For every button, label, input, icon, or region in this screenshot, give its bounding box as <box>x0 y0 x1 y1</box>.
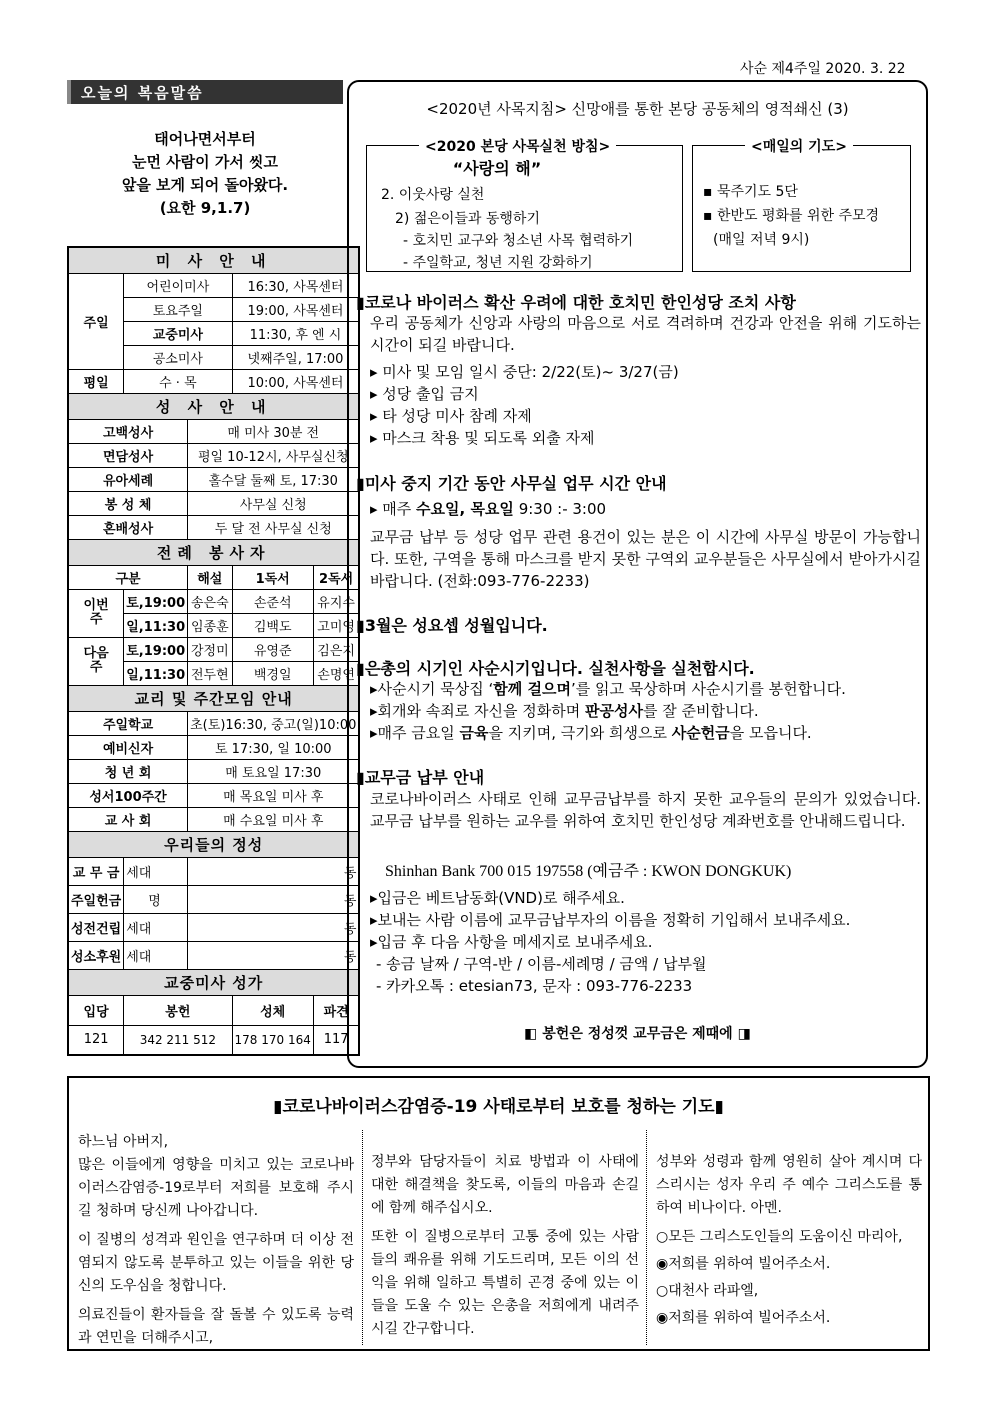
gospel-line: 앞을 보게 되어 돌아왔다. <box>121 176 289 194</box>
offering-unit: 세대 <box>124 857 188 885</box>
weekday-days: 수 · 목 <box>124 369 232 393</box>
prayer-paragraph: 하느님 아버지, <box>78 1134 169 1150</box>
mass-name: 공소미사 <box>124 345 232 369</box>
office-hours-item <box>370 498 606 520</box>
covid-measures-body: 우리 공동체가 신앙과 사랑의 마음으로 서로 격려하며 건강과 안전을 위해 기도하는 시간이 되길 바랍니다. <box>370 314 921 354</box>
gospel-verse <box>67 128 343 220</box>
offering-name: 성소후원 <box>68 941 124 969</box>
hymn-number: 342 211 512 <box>124 1025 232 1055</box>
server-name: 유영준 <box>232 637 313 661</box>
lent-text: 을 지키며, 극기와 희생으로 <box>488 724 672 742</box>
covid-measure-item: ▸ 미사 및 모임 일시 중단: 2/22(토)~ 3/27(금) <box>370 363 679 381</box>
education-info: 매 목요일 미사 후 <box>188 783 360 807</box>
daily-line: ▪ 한반도 평화를 위한 주모경 <box>703 208 880 224</box>
hymn-number: 178 170 164 <box>232 1025 313 1055</box>
server-name: 강정미 <box>188 637 232 661</box>
this-week-label: 이번주 <box>68 589 124 637</box>
sunday-label: 주일 <box>68 273 124 369</box>
mass-time: 19:00, 사목센터 <box>232 297 359 321</box>
lent-item <box>370 722 812 744</box>
weekday-time: 10:00, 사목센터 <box>232 369 359 393</box>
server-name: 임종훈 <box>188 613 232 637</box>
tithe-heading: ▮교무금 납부 안내 <box>356 768 485 787</box>
server-time: 토,19:00 <box>124 637 188 661</box>
office-hours-prefix: ▸ 매주 <box>370 500 417 518</box>
server-name: 송은숙 <box>188 589 232 613</box>
offering-currency: 동 <box>188 885 360 913</box>
hymn-header: 성체 <box>232 995 313 1025</box>
footer-slogan: ◧ 봉헌은 정성껏 교무금은 제때에 ◨ <box>524 1026 751 1042</box>
sacrament-name: 혼배성사 <box>68 515 188 539</box>
covid-measure-item: ▸ 타 성당 미사 참례 자제 <box>370 407 532 425</box>
server-time: 일,11:30 <box>124 661 188 685</box>
education-name: 청 년 회 <box>68 759 188 783</box>
tithe-detail: - 송금 날짜 / 구역-반 / 이름-세례명 / 금액 / 납부월 <box>376 955 707 973</box>
server-name: 손준석 <box>232 589 313 613</box>
tithe-title: 교무금 납부 안내 <box>364 768 485 787</box>
hymns-section-title: 교중미사 성가 <box>68 969 359 995</box>
education-section-title: 교리 및 주간모임 안내 <box>68 685 359 711</box>
server-name: 전두현 <box>188 661 232 685</box>
column-divider <box>646 1130 647 1345</box>
covid-measures-heading: ▮코로나 바이러스 확산 우려에 대한 호치민 한인성당 조치 사항 <box>356 293 796 312</box>
offering-currency: 동 <box>188 941 360 969</box>
prayer-paragraph: 의료진들이 환자들을 잘 돌볼 수 있도록 능력과 연민을 더해주시고, <box>78 1307 354 1346</box>
litany-response: ◉저희를 위하여 빌어주소서. <box>656 1310 831 1326</box>
daily-prayer-box <box>692 139 911 272</box>
covid-measures-title: 코로나 바이러스 확산 우려에 대한 호치민 한인성당 조치 사항 <box>364 293 796 312</box>
column-divider <box>362 1130 363 1345</box>
hymn-header: 입당 <box>68 995 124 1025</box>
offering-currency: 동 <box>188 913 360 941</box>
lent-emphasis: 금육 <box>459 724 489 742</box>
office-hours-days: 수요일, 목요일 <box>416 500 514 518</box>
offering-unit: 세대 <box>124 913 188 941</box>
hymn-number: 121 <box>68 1025 124 1055</box>
hymn-header: 파견 <box>313 995 359 1025</box>
sacrament-name: 고백성사 <box>68 419 188 443</box>
tithe-item: ▸보내는 사람 이름에 교무금납부자의 이름을 정확히 기입해서 보내주세요. <box>370 911 851 929</box>
prayer-paragraph: 이 질병의 성격과 원인을 연구하며 더 이상 전염되지 않도록 분투하고 있는 이들을 위한 당신의 도우심을 청합니다. <box>78 1232 354 1294</box>
education-name: 주일학교 <box>68 711 188 735</box>
servers-header: 해설 <box>188 565 232 589</box>
server-name: 고미영 <box>313 613 359 637</box>
lent-heading: ▮은총의 시기인 사순시기입니다. 실천사항을 실천합시다. <box>356 659 755 678</box>
sacrament-info: 사무실 신청 <box>188 491 360 515</box>
parish-info-table <box>67 246 360 1056</box>
offering-unit: 명 <box>124 885 188 913</box>
daily-line: (매일 저녁 9시) <box>713 232 810 248</box>
server-time: 일,11:30 <box>124 613 188 637</box>
litany-invocation: ○모든 그리스도인들의 도움이신 마리아, <box>656 1229 903 1245</box>
offering-currency: 동 <box>188 857 360 885</box>
policy-line: - 호치민 교구와 청소년 사목 협력하기 <box>403 233 634 249</box>
sacrament-info: 평일 10-12시, 사무실신청 <box>188 443 360 467</box>
prayer-title: ▮코로나바이러스감염증-19 사태로부터 보호를 청하는 기도▮ <box>273 1097 724 1117</box>
mass-time: 16:30, 사목센터 <box>232 273 359 297</box>
servers-header: 1독서 <box>232 565 313 589</box>
lent-text: 를 잘 준비합니다. <box>642 702 759 720</box>
education-name: 교 사 회 <box>68 807 188 831</box>
covid-measure-item: ▸ 마스크 착용 및 되도록 외출 자제 <box>370 429 595 447</box>
prayer-paragraph: 정부와 담당자들이 치료 방법과 이 사태에 대한 해결책을 찾도록, 이들의 마음과 손길에 함께 해주십시오. <box>371 1154 639 1216</box>
sacrament-name: 유아세례 <box>68 467 188 491</box>
weekday-label: 평일 <box>68 369 124 393</box>
server-name: 김백도 <box>232 613 313 637</box>
prayer-column-2 <box>371 1151 639 1341</box>
server-name: 손명연 <box>313 661 359 685</box>
policy-box <box>366 139 683 272</box>
policy-sub: 2) 젊은이들과 동행하기 <box>395 211 540 227</box>
server-name: 김은지 <box>313 637 359 661</box>
policy-motto: “사랑의 해” <box>452 159 542 178</box>
prayer-column-1 <box>78 1131 354 1350</box>
mass-time: 넷째주일, 17:00 <box>232 345 359 369</box>
prayer-paragraph: 또한 이 질병으로부터 고통 중에 있는 사람들의 쾌유를 위해 기도드리며, 모든 이의 선익을 위해 일하고 특별히 곤경 중에 있는 이들을 도울 수 있는 은총을 저희에게 내려주시길 간구합니다. <box>371 1229 639 1337</box>
server-time: 토,19:00 <box>124 589 188 613</box>
education-info: 매 토요일 17:30 <box>188 759 360 783</box>
tithe-item: ▸입금 후 다음 사항을 메세지로 보내주세요. <box>370 933 653 951</box>
prayer-paragraph: 성부와 성령과 함께 영원히 살아 계시며 다스리시는 성자 우리 주 예수 그리스도를 통하여 비나이다. 아멘. <box>656 1154 922 1216</box>
policy-item: 2. 이웃사랑 실천 <box>381 187 485 203</box>
daily-line: ▪ 묵주기도 5단 <box>703 184 798 200</box>
policy-legend: <2020 본당 사목실천 방침> <box>419 136 616 156</box>
education-info: 초(토)16:30, 중고(일)10:00 <box>188 711 360 735</box>
mass-name: 토요주일 <box>124 297 232 321</box>
litany-response: ◉저희를 위하여 빌어주소서. <box>656 1256 831 1272</box>
tithe-detail: - 카카오톡 : etesian73, 문자 : 093-776-2233 <box>376 977 693 995</box>
office-hours-time: 9:30 :- 3:00 <box>513 500 607 518</box>
offering-unit: 세대 <box>124 941 188 969</box>
next-week-label: 다음주 <box>68 637 124 685</box>
st-joseph-heading: ▮3월은 성요셉 성월입니다. <box>356 616 548 635</box>
lent-emphasis: 함께 걸으며 <box>493 680 571 698</box>
lent-text: ▸사순시기 묵상집 ‘ <box>370 680 494 698</box>
lent-text: ▸매주 금요일 <box>370 724 460 742</box>
mass-time: 11:30, 후 엔 시 <box>232 321 359 345</box>
server-name: 유지수 <box>313 589 359 613</box>
lent-item <box>370 700 759 722</box>
servers-header: 2독서 <box>313 565 359 589</box>
covid-measure-item: ▸ 성당 출입 금지 <box>370 385 479 403</box>
st-joseph-title: 3월은 성요셉 성월입니다. <box>364 616 548 635</box>
servers-header: 구분 <box>68 565 188 589</box>
lent-title: 은총의 시기인 사순시기입니다. 실천사항을 실천합시다. <box>364 659 755 678</box>
offering-name: 주일헌금 <box>68 885 124 913</box>
litany-invocation: ○대천사 라파엘, <box>656 1283 759 1299</box>
tithe-body: 코로나바이러스 사태로 인해 교무금납부를 하지 못한 교우들의 문의가 있었습니다. 교무금 납부를 원하는 교우를 위하여 호치민 한인성당 계좌번호를 안내해드립니다. <box>370 790 921 830</box>
lent-emphasis: 판공성사 <box>584 702 643 720</box>
policy-line: - 주일학교, 청년 지원 강화하기 <box>403 255 593 271</box>
prayer-column-3 <box>656 1151 922 1330</box>
main-title: <2020년 사목지침> 신망애를 통한 본당 공동체의 영적쇄신 (3) <box>426 100 849 118</box>
bank-account: Shinhan Bank 700 015 197558 (예금주 : KWON DONGKUK) <box>385 863 792 880</box>
sacrament-info: 홀수달 둘째 토, 17:30 <box>188 467 360 491</box>
office-hours-title: 미사 중지 기간 동안 사무실 업무 시간 안내 <box>364 474 667 493</box>
issue-date: 사순 제4주일 2020. 3. 22 <box>740 61 906 77</box>
mass-section-title: 미 사 안 내 <box>68 247 359 273</box>
sacrament-info: 매 미사 30분 전 <box>188 419 360 443</box>
education-info: 매 수요일 미사 후 <box>188 807 360 831</box>
offering-name: 성전건립 <box>68 913 124 941</box>
lent-text: ▸회개와 속죄로 자신을 정화하며 <box>370 702 585 720</box>
sacrament-name: 면담성사 <box>68 443 188 467</box>
gospel-line: 눈먼 사람이 가서 씻고 <box>131 153 279 171</box>
server-name: 백경일 <box>232 661 313 685</box>
offering-section-title: 우리들의 정성 <box>68 831 359 857</box>
hymn-header: 봉헌 <box>124 995 232 1025</box>
gospel-line: 태어나면서부터 <box>154 130 256 148</box>
office-hours-body: 교무금 납부 등 성당 업무 관련 용건이 있는 분은 이 시간에 사무실 방문이 가능합니다. 또한, 구역을 통해 마스크를 받지 못한 구역외 교우분들은 사무실에서 받아가시길 바랍니다. (전화:093-776-2233) <box>370 528 921 590</box>
mass-name: 어린이미사 <box>124 273 232 297</box>
prayer-paragraph: 많은 이들에게 영향을 미치고 있는 코로나바이러스감염증-19로부터 저희를 보호해 주시길 청하며 당신께 나아갑니다. <box>78 1157 354 1219</box>
gospel-header: 오늘의 복음말씀 <box>67 80 343 104</box>
education-info: 토 17:30, 일 10:00 <box>188 735 360 759</box>
lent-item <box>370 678 846 700</box>
education-name: 예비신자 <box>68 735 188 759</box>
sacrament-info: 두 달 전 사무실 신청 <box>188 515 360 539</box>
lent-text: ’를 읽고 묵상하며 사순시기를 봉헌합니다. <box>570 680 846 698</box>
education-name: 성서100주간 <box>68 783 188 807</box>
daily-legend: <매일의 기도> <box>745 136 853 156</box>
mass-name: 교중미사 <box>124 321 232 345</box>
sacrament-name: 봉 성 체 <box>68 491 188 515</box>
lent-text: 을 모읍니다. <box>729 724 812 742</box>
hymn-number: 117 <box>313 1025 359 1055</box>
gospel-line: (요한 9,1.7) <box>159 199 251 217</box>
sacrament-section-title: 성 사 안 내 <box>68 393 359 419</box>
office-hours-heading: ▮미사 중지 기간 동안 사무실 업무 시간 안내 <box>356 474 667 493</box>
offering-name: 교 무 금 <box>68 857 124 885</box>
lent-emphasis: 사순헌금 <box>671 724 730 742</box>
servers-section-title: 전례 봉사자 <box>68 539 359 565</box>
tithe-item: ▸입금은 베트남동화(VND)로 해주세요. <box>370 889 625 907</box>
